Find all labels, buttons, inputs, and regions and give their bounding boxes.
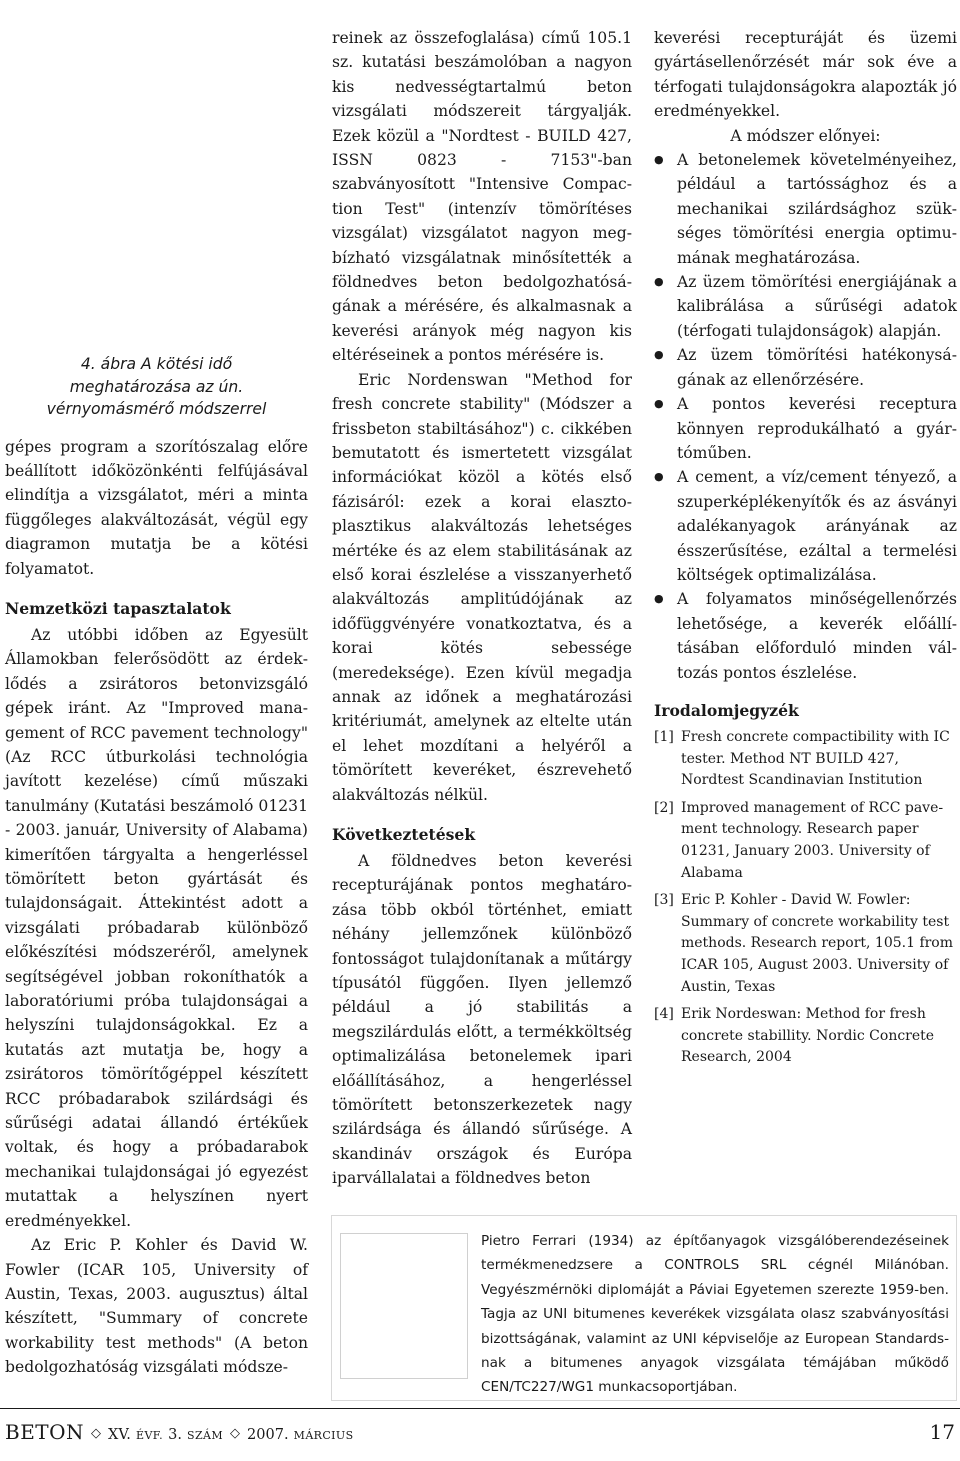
paragraph: gépes program a szorítószalag előre beállított időközönkénti felfújásával elindítja a vizsgálatot, méri a minta függőleges alakváltozását, végül egy diagramon mutatja be a kötési folyamatot. bbox=[5, 437, 308, 578]
figure-caption-line: 4. ábra A kötési idő bbox=[80, 355, 233, 373]
figure-caption bbox=[5, 353, 308, 421]
month: MÁRCIUS bbox=[293, 1429, 354, 1442]
column-left bbox=[5, 26, 308, 1380]
reference-number: [3] bbox=[654, 892, 674, 909]
page-number: 17 bbox=[929, 1420, 955, 1444]
issue-label: SZÁM bbox=[187, 1429, 224, 1442]
reference-item bbox=[654, 798, 957, 884]
paragraph: A földnedves beton keverési recepturájának pontos meghatározása több okból történhet, emiatt néhány jellemzőnek különböző fontosságot tulajdonítanak a műtárgy típusától függően. Ilyen jellemző például a jó stabilitás a megszilárdulás előtt, a termékköltség optimalizálása betonelemek ipari előállításához, a hengerléssel tömörített betonszerkezetek nagy szilárdsága és állandó sűrűsége. A skandináv országok és Európa iparvállalatai a földnedves beton bbox=[332, 852, 632, 1188]
paragraph: Eric Nordenswan "Method for fresh concrete stability" (Módszer a frissbeton stabiltásához") c. cikkében bemutatott és ismertetett vizsgálat információkat közöl a kötés első fázisáról: ezek a korai elasztoplasztikus alakváltozás lehetséges mértéke és az elem stabilitásának az első korai észlelése a visszanyerhető alakváltozás amplitúdójának az időfüggvényére vonatkoztatva, és a korai kötés sebessége (meredeksége). Ezen kívül megadja annak az időnek a meghatározási kritériumát, amelynek az eltelte után el lehet mozdítani a helyéről a tömörített keveréket, észrevehető alakváltozás nélkül. bbox=[332, 370, 632, 804]
list-item: ● A cement, a víz/cement tényező, a szuperképlékenyítők és az ásványi adalékanyagok arányának az ésszerűsítése, ezáltal a termelési költségek optimalizálása. bbox=[654, 465, 957, 587]
author-bio-text: Pietro Ferrari (1934) az építőanyagok vizsgálóberendezéseinek termékmenedzsere a CONTROLS SRL cégnél Milánóban. Vegyészmérnöki diplomáját a Páviai Egyetemen szerezte 1959-ben. Tagja az UNI bitumenes keverékek vizsgálata olasz szabványosítási bizottságának, valamint az UNI képviselője az European Standards-nak a bitumenes anyagok vizsgálata témájában működő CEN/TC227/WG1 munkacsoportjában. bbox=[481, 1233, 949, 1396]
list-item: ● Az üzem tömörítési energiájának a kalibrálása a sűrűségi adatok (térfogati tulajdonságok) alapján. bbox=[654, 270, 957, 343]
author-bio-box bbox=[331, 1215, 957, 1401]
reference-text: Erik Nordeswan: Method for fresh concrete stabillity. Nordic Concrete Research, 2004 bbox=[681, 1006, 935, 1066]
reference-item bbox=[654, 727, 957, 792]
paragraph: Az utóbbi időben az Egyesült Államokban felerősödött az érdeklődés a zsirátoros betonvizsgáló gépek iránt. Az "Improved management of RCC pavement technology" (Az RCC útburkolási technológia javított kezelése) című műszaki tanulmány (Kutatási beszámoló 01231 - 2003. január, University of Alabama) kimerítően tárgyalta a hengerléssel tömörített beton gyártását és tulajdonságait. Áttekintést adott a vizsgálati próbadarab különböző előkészítési módszeréről, amelynek segítségével jobban rokoníthatók a laboratóriumi próba tulajdonságai a helyszíni tulajdonságokkal. Ez a kutatás azt mutatja be, hogy a zsirátoros tömörítőgéppel készített RCC próbadarabok szilárdsági és sűrűségi adatai állandó értékűek voltak, és hogy a próbadarabok mechanikai tulajdonságai jó egyezést mutattak a helyszínen nyert eredményekkel. bbox=[5, 625, 308, 1230]
reference-number: [2] bbox=[654, 799, 674, 816]
figure-caption-line: meghatározása az ún. bbox=[69, 377, 244, 396]
reference-item bbox=[654, 1004, 957, 1069]
column-middle bbox=[332, 26, 632, 1191]
reference-number: [1] bbox=[654, 728, 674, 745]
section-heading-conclusions: Következtetések bbox=[332, 825, 476, 844]
paragraph: keverési recepturáját és üzemi gyártásellenőrzését már sok éve a térfogati tulajdonságokra alapozták jó eredményekkel. bbox=[654, 29, 957, 121]
volume: XV. bbox=[108, 1427, 131, 1443]
list-item: ● A betonelemek követelményeihez, például a tartóssághoz és a mechanikai szilárdsághoz szükséges tömörítési energia optimumának meghatározása. bbox=[654, 148, 957, 270]
page-footer bbox=[0, 1408, 960, 1461]
issue-number: 3. bbox=[168, 1427, 182, 1443]
reference-number: [4] bbox=[654, 1006, 674, 1023]
diamond-separator-icon: ◇ bbox=[230, 1426, 241, 1441]
figure-caption-line: vérnyomásmérő módszerrel bbox=[46, 400, 267, 418]
reference-text: Fresh concrete compactibility with IC tester. Method NT BUILD 427, Nordtest Scandinavian Institution bbox=[681, 728, 950, 789]
list-item: ● Az üzem tömörítési hatékonyságának az ellenőrzésére. bbox=[654, 343, 957, 392]
diamond-separator-icon: ◇ bbox=[91, 1426, 102, 1441]
reference-item bbox=[654, 890, 957, 998]
references-list bbox=[654, 727, 957, 1069]
references-heading: Irodalomjegyzék bbox=[654, 700, 799, 720]
advantages-list bbox=[654, 148, 957, 685]
advantages-title: A módszer előnyei: bbox=[730, 126, 881, 145]
reference-text: Improved management of RCC pavement technology. Research paper 01231, January 2003. University of Alabama bbox=[681, 799, 944, 881]
paragraph: Az Eric P. Kohler és David W. Fowler (ICAR 105, University of Austin, Texas, 2003. augusztus) által készített, "Summary of concrete workability test methods" (A beton bedolgozhatóság vizsgálati módsze- bbox=[5, 1236, 308, 1377]
journal-info bbox=[5, 1420, 354, 1444]
list-item: ● A folyamatos minőségellenőrzés lehetősége, a keverék előállításában előforduló minden változás pontos észlelése. bbox=[654, 587, 957, 685]
list-item: ● A pontos keverési receptura könnyen reprodukálható a gyártóműben. bbox=[654, 392, 957, 465]
column-right bbox=[654, 26, 957, 1075]
author-photo bbox=[340, 1233, 468, 1379]
section-heading-international: Nemzetközi tapasztalatok bbox=[5, 598, 231, 618]
paragraph: reinek az összefoglalása) című 105.1 sz. kutatási beszámolóban a nagyon kis nedvességtartalmú beton vizsgálati módszereit tárgyalják. Ezek közül a "Nordtest - BUILD 427, ISSN 0823 - 7153"-ban szabványosított "Intensive Compaction Test" (intenzív tömörítéses vizsgálat) vizsgálatot nagyon megbízható vizsgálatnak minősítették a földnedves beton bedolgozhatóságának a mérésére, és alkalmasnak a keverési arányok még nagyon kis eltéréseinek a pontos mérésére is. bbox=[332, 29, 632, 365]
year: 2007. bbox=[247, 1427, 289, 1443]
reference-text: Eric P. Kohler - David W. Fowler: Summary of concrete workability test methods. Research report, 105.1 from ICAR 105, August 2003. University of Austin, Texas bbox=[681, 892, 954, 995]
year-label: ÉVF. bbox=[136, 1429, 164, 1442]
journal-title: BETON bbox=[5, 1420, 85, 1444]
